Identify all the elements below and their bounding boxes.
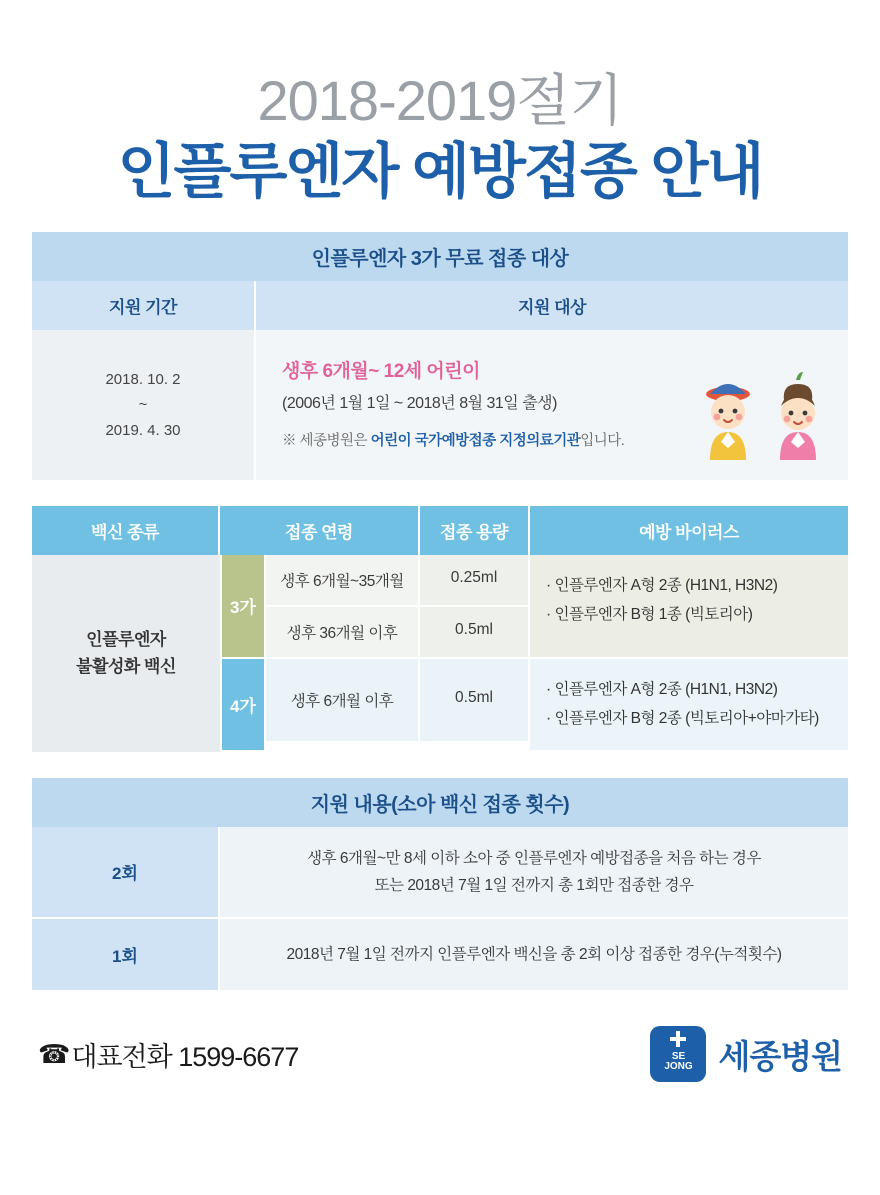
row-age: 생후 36개월 이후 bbox=[266, 607, 420, 659]
support-desc-2 bbox=[220, 827, 848, 919]
vaccine-table-section bbox=[32, 506, 848, 752]
telephone-icon: ☎ bbox=[38, 1038, 70, 1069]
row-dose: 0.5ml bbox=[420, 659, 530, 743]
table-row bbox=[266, 659, 530, 743]
row-virus bbox=[530, 659, 848, 752]
header-vaccine-virus: 예방 바이러스 bbox=[639, 522, 739, 542]
support-content-section bbox=[32, 778, 848, 992]
phone-text: 대표전화 1599-6677 bbox=[71, 1041, 299, 1072]
row-dose: 0.5ml bbox=[420, 607, 530, 659]
virus-line-2: · 인플루엔자 B형 1종 (빅토리아) bbox=[546, 606, 753, 624]
table-row bbox=[266, 607, 530, 659]
vaccine-type-line1: 인플루엔자 bbox=[86, 630, 166, 650]
desc-line-1: 2018년 7월 1일 전까지 인플루엔자 백신을 총 2회 이상 접종한 경우(누적횟수) bbox=[286, 945, 782, 963]
brand-name: 세종병원 bbox=[718, 1037, 842, 1075]
support-target bbox=[256, 330, 848, 480]
vaccine-group-3 bbox=[222, 555, 848, 659]
section1-header-row bbox=[32, 281, 848, 330]
vaccine-table-body bbox=[32, 555, 848, 752]
support-period bbox=[32, 330, 256, 480]
group-tag-3: 3가 bbox=[222, 555, 266, 659]
sejong-logo-icon bbox=[650, 1026, 706, 1082]
virus-line-2: · 인플루엔자 B형 2종 (빅토리아+야마가타) bbox=[546, 710, 819, 728]
logo-text-line2: JONG bbox=[664, 1061, 693, 1073]
children-illustration-icon bbox=[686, 368, 826, 464]
title-line-1: 2018-2019절기 bbox=[257, 69, 623, 132]
desc-line-1: 생후 6개월~만 8세 이하 소아 중 인플루엔자 예방접종을 처음 하는 경우 bbox=[307, 849, 761, 867]
vaccine-group-4 bbox=[222, 659, 848, 752]
support-desc-1 bbox=[220, 919, 848, 992]
row-virus bbox=[530, 555, 848, 659]
virus-line-1: · 인플루엔자 A형 2종 (H1N1, H3N2) bbox=[546, 680, 778, 698]
section1-band: 인플루엔자 3가 무료 접종 대상 bbox=[32, 232, 848, 281]
period-to: 2019. 4. 30 bbox=[105, 421, 181, 439]
medical-cross-icon bbox=[670, 1031, 686, 1047]
vaccine-type-line2: 불활성화 백신 bbox=[76, 657, 176, 677]
page-title bbox=[32, 0, 848, 206]
table-row bbox=[266, 555, 530, 607]
logo-text-line1: SE bbox=[671, 1050, 686, 1062]
header-vaccine-type: 백신 종류 bbox=[32, 506, 220, 555]
table-row bbox=[32, 919, 848, 992]
target-sub-text: (2006년 1월 1일 ~ 2018년 8월 31일 출생) bbox=[282, 394, 557, 412]
header-target: 지원 대상 bbox=[256, 281, 848, 330]
vaccine-table-header bbox=[32, 506, 848, 555]
free-vaccination-section bbox=[32, 232, 848, 480]
header-period: 지원 기간 bbox=[32, 281, 256, 330]
desc-line-2: 또는 2018년 7월 1일 전까지 총 1회만 접종한 경우 bbox=[374, 876, 694, 894]
header-vaccine-dose: 접종 용량 bbox=[420, 506, 530, 555]
note-prefix: ※ 세종병원은 bbox=[282, 432, 371, 449]
footer bbox=[32, 1026, 848, 1082]
note-suffix: 입니다. bbox=[580, 432, 625, 449]
note-highlight: 어린이 국가예방접종 지정의료기관 bbox=[370, 432, 581, 449]
period-from: 2018. 10. 2 bbox=[105, 370, 181, 388]
section1-body-row bbox=[32, 330, 848, 480]
header-vaccine-age: 접종 연령 bbox=[220, 506, 420, 555]
section3-band: 지원 내용(소아 백신 접종 횟수) bbox=[32, 778, 848, 827]
support-count-1: 1회 bbox=[32, 919, 220, 992]
virus-line-1: · 인플루엔자 A형 2종 (H1N1, H3N2) bbox=[546, 576, 778, 594]
group-tag-4: 4가 bbox=[222, 659, 266, 752]
vaccine-groups bbox=[222, 555, 848, 752]
period-tilde: ~ bbox=[138, 396, 148, 414]
hospital-brand bbox=[650, 1026, 842, 1082]
row-dose: 0.25ml bbox=[420, 555, 530, 607]
contact-phone bbox=[38, 1035, 298, 1074]
table-row bbox=[32, 827, 848, 919]
title-line-2: 인플루엔자 예방접종 안내 bbox=[117, 137, 763, 205]
support-count-2: 2회 bbox=[32, 827, 220, 919]
row-age: 생후 6개월~35개월 bbox=[266, 555, 420, 607]
vaccine-type-cell bbox=[32, 555, 222, 752]
row-age: 생후 6개월 이후 bbox=[266, 659, 420, 743]
target-main-text: 생후 6개월~ 12세 어린이 bbox=[282, 360, 480, 382]
